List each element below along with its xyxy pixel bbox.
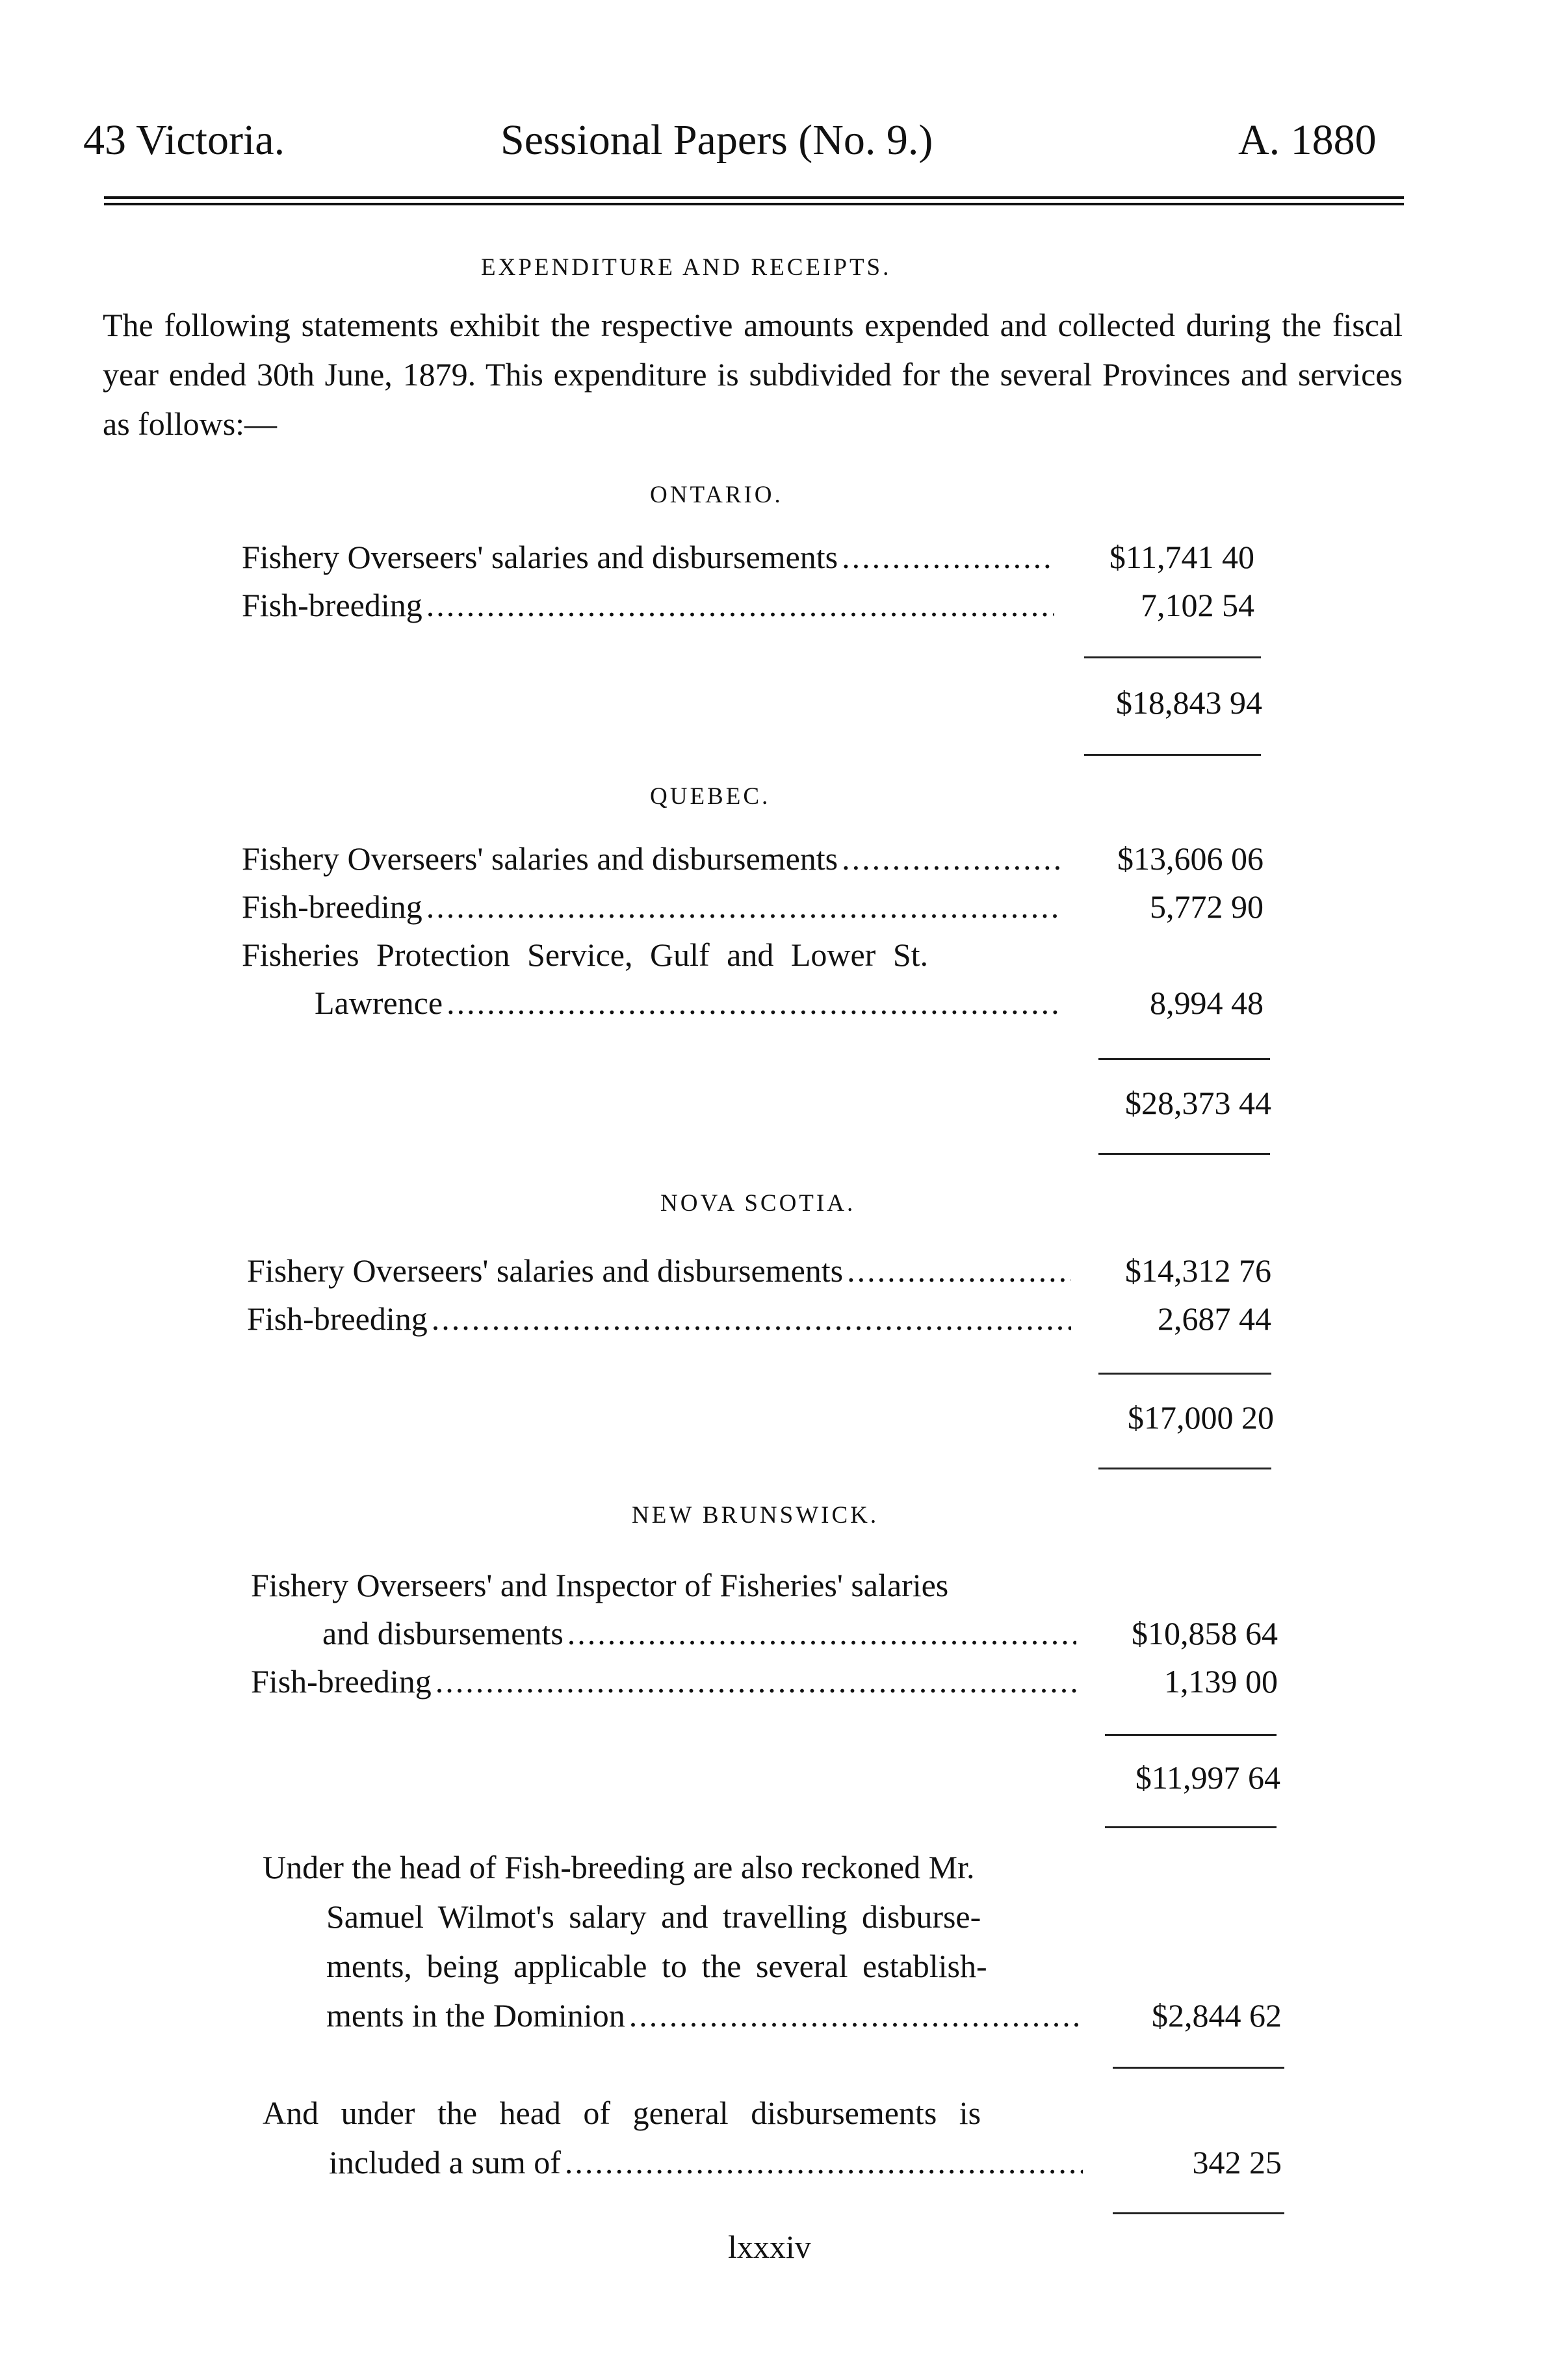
quebec-total-rule (1098, 1153, 1270, 1155)
quebec-total: $28,373 44 (1125, 1085, 1271, 1121)
header-rule (104, 196, 1404, 205)
note-general-last-line (329, 2143, 1083, 2181)
ontario-item-2 (242, 586, 1054, 624)
nova-scotia-item-2 (247, 1300, 1071, 1338)
quebec-item-2 (242, 888, 1061, 925)
note-fish-breeding-rule (1113, 2067, 1284, 2069)
ontario-subtotal-rule (1084, 656, 1261, 658)
section-heading-nova-scotia: NOVA SCOTIA. (660, 1190, 856, 1217)
new-brunswick-item-1-amount: $10,858 64 (1132, 1615, 1278, 1651)
section-heading-quebec: QUEBEC. (650, 783, 771, 810)
new-brunswick-total: $11,997 64 (1135, 1759, 1280, 1796)
header-right: A. 1880 (1238, 116, 1377, 164)
new-brunswick-item-1-label-line1: Fishery Overseers' and Inspector of Fisheries' salaries (251, 1567, 949, 1603)
quebec-subtotal-rule (1098, 1058, 1270, 1060)
nova-scotia-item-2-amount: 2,687 44 (1158, 1300, 1271, 1337)
nova-scotia-item-1-amount: $14,312 76 (1125, 1252, 1271, 1289)
nova-scotia-item-2-label: Fish-breeding (247, 1300, 428, 1337)
ontario-item-1-amount: $11,741 40 (1109, 539, 1254, 575)
section-heading-ontario: ONTARIO. (650, 482, 783, 508)
page-title: EXPENDITURE AND RECEIPTS. (481, 254, 892, 281)
section-heading-new-brunswick: NEW BRUNSWICK. (632, 1502, 879, 1529)
quebec-item-2-amount: 5,772 90 (1150, 888, 1264, 925)
page-number: lxxxiv (728, 2229, 811, 2265)
quebec-item-3-label-line2: Lawrence (315, 985, 443, 1021)
quebec-item-2-label: Fish-breeding (242, 888, 422, 925)
ontario-total-rule (1084, 754, 1261, 756)
nova-scotia-item-1 (247, 1252, 1071, 1289)
note-general-line1: And under the head of general disbursements is (263, 2095, 981, 2131)
quebec-item-3 (315, 984, 1062, 1022)
quebec-item-1-amount: $13,606 06 (1117, 840, 1264, 877)
intro-paragraph: The following statements exhibit the respective amounts expended and collected during the fiscal year ended 30th June, 1879. This expenditure is subdivided for the several Provinces and services as follows:— (103, 307, 1403, 442)
new-brunswick-subtotal-rule (1105, 1734, 1277, 1736)
quebec-item-1 (242, 840, 1061, 877)
nova-scotia-item-1-label: Fishery Overseers' salaries and disbursements (247, 1252, 844, 1289)
new-brunswick-item-2-label: Fish-breeding (251, 1663, 432, 1700)
ontario-item-2-label: Fish-breeding (242, 587, 422, 623)
nova-scotia-total-rule (1098, 1468, 1271, 1469)
note-general-amount: 342 25 (1192, 2144, 1282, 2180)
note-fish-breeding-line2: Samuel Wilmot's salary and travelling disburse- (326, 1898, 981, 1935)
ontario-item-2-amount: 7,102 54 (1141, 587, 1254, 623)
note-fish-breeding-last-line (326, 1997, 1080, 2034)
note-general-rule (1113, 2212, 1284, 2214)
ontario-total: $18,843 94 (1116, 684, 1262, 721)
ontario-item-1-label: Fishery Overseers' salaries and disbursements (242, 539, 838, 575)
header-left: 43 Victoria. (83, 116, 285, 164)
note-general-line2: included a sum of (329, 2144, 561, 2180)
note-fish-breeding-line3: ments, being applicable to the several establish- (326, 1948, 987, 1984)
nova-scotia-total: $17,000 20 (1128, 1399, 1274, 1436)
quebec-item-3-label-line1: Fisheries Protection Service, Gulf and Lower St. (242, 937, 929, 973)
quebec-item-3-amount: 8,994 48 (1150, 985, 1264, 1021)
note-fish-breeding-line4: ments in the Dominion (326, 1997, 625, 2034)
new-brunswick-item-2 (251, 1662, 1076, 1700)
note-fish-breeding-line1: Under the head of Fish-breeding are also reckoned Mr. (263, 1849, 975, 1885)
header-center: Sessional Papers (No. 9.) (500, 116, 933, 164)
ontario-item-1 (242, 538, 1054, 576)
new-brunswick-item-1-label-line2: and disbursements (322, 1615, 564, 1651)
note-fish-breeding-amount: $2,844 62 (1152, 1997, 1282, 2034)
new-brunswick-total-rule (1105, 1826, 1277, 1828)
new-brunswick-item-1 (322, 1614, 1076, 1652)
quebec-item-1-label: Fishery Overseers' salaries and disbursements (242, 840, 838, 877)
nova-scotia-subtotal-rule (1098, 1373, 1271, 1375)
new-brunswick-item-2-amount: 1,139 00 (1164, 1663, 1278, 1700)
